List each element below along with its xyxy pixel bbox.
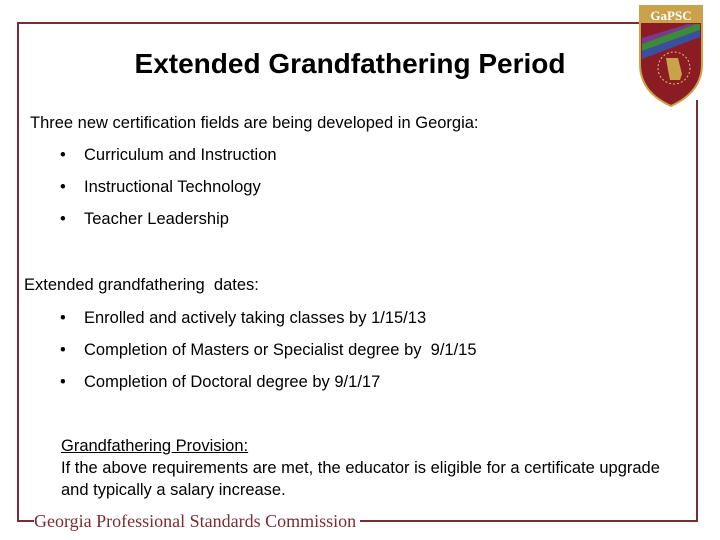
provision xyxy=(61,435,681,501)
slide-title: Extended Grandfathering Period xyxy=(134,48,566,79)
date-item xyxy=(60,373,380,392)
svg-text:GaPSC: GaPSC xyxy=(650,8,692,23)
provision-heading: Grandfathering Provision: xyxy=(61,437,249,455)
dates-heading: Extended grandfathering dates: xyxy=(24,276,259,294)
footer-organization: Georgia Professional Standards Commission xyxy=(34,511,360,532)
bullet: • xyxy=(60,373,66,391)
field-label: Curriculum and Instruction xyxy=(84,146,277,164)
frame-right xyxy=(696,100,698,522)
field-label: Teacher Leadership xyxy=(84,210,229,228)
field-label: Instructional Technology xyxy=(84,178,261,196)
frame-top xyxy=(17,22,642,24)
bullet: • xyxy=(60,146,66,164)
field-item xyxy=(60,210,229,229)
bullet: • xyxy=(60,341,66,359)
date-item xyxy=(60,309,426,328)
bullet: • xyxy=(60,178,66,196)
intro-text: Three new certification fields are being developed in Georgia: xyxy=(30,114,479,132)
frame-left xyxy=(17,22,19,522)
date-label: Completion of Doctoral degree by 9/1/17 xyxy=(84,373,381,391)
provision-text: If the above requirements are met, the educator is eligible for a certificate upgrade and typically a salary increase. xyxy=(61,459,660,499)
date-item xyxy=(60,341,477,360)
bullet: • xyxy=(60,309,66,327)
date-label: Enrolled and actively taking classes by 1/15/13 xyxy=(84,309,427,327)
field-item xyxy=(60,178,261,197)
date-label: Completion of Masters or Specialist degree by 9/1/15 xyxy=(84,341,477,359)
bullet: • xyxy=(60,210,66,228)
field-item xyxy=(60,146,277,165)
